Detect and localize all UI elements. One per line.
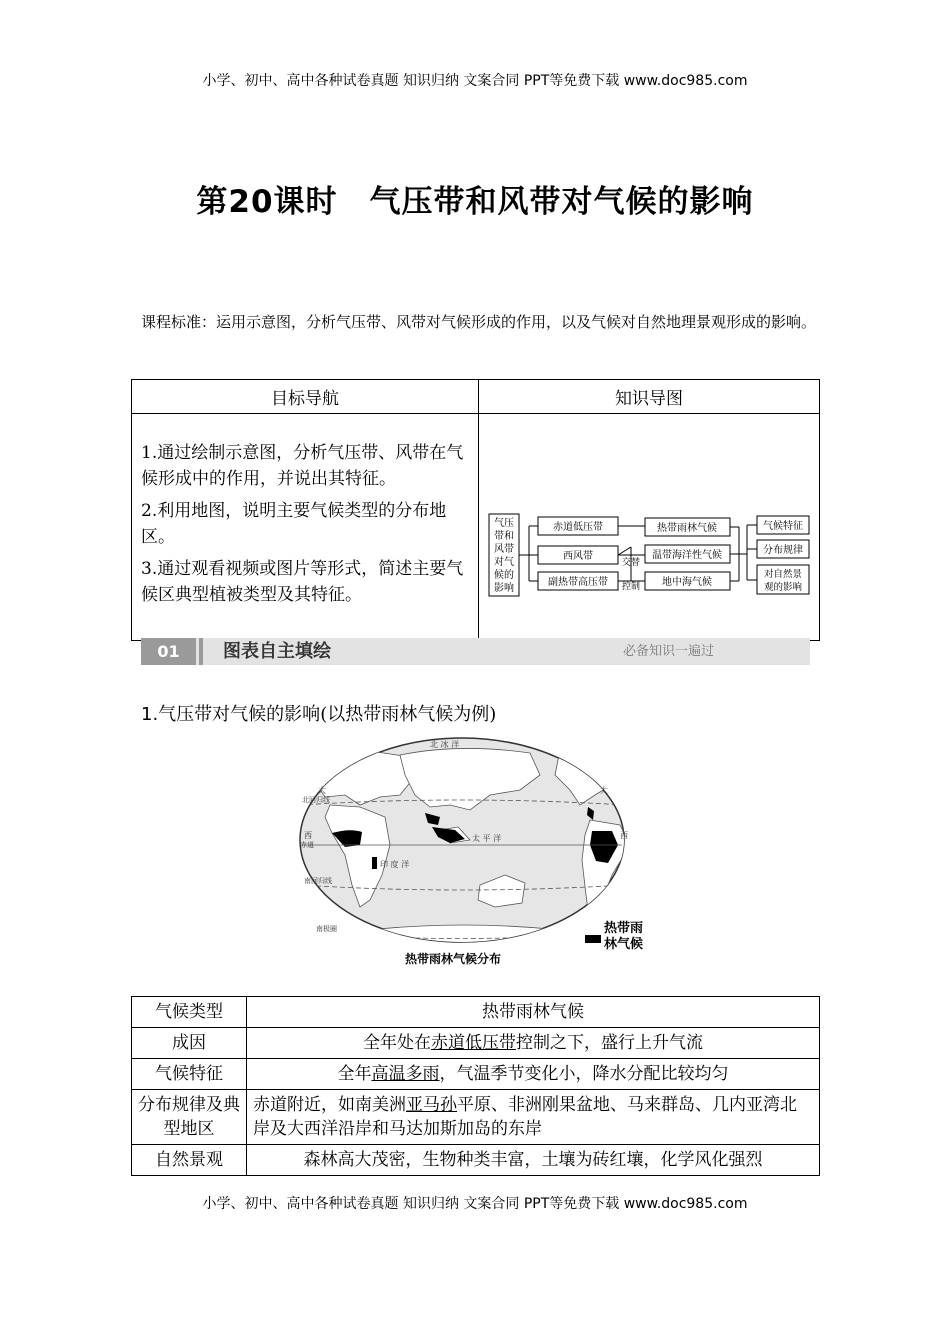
value-text: 控制之下，盛行上升气流 xyxy=(516,1033,703,1053)
climate-table-row xyxy=(132,997,820,1028)
value-text: 全年 xyxy=(337,1064,372,1084)
goal-item: 2.利用地图，说明主要气候类型的分布地区。 xyxy=(141,501,447,547)
rainforest-world-map xyxy=(290,735,660,970)
page-title: 第20课时 气压带和风带对气候的影响 xyxy=(196,184,754,220)
mm-climate: 温带海洋性气候 xyxy=(652,550,722,561)
land-antarctica xyxy=(330,925,600,950)
label-west-left: 西 xyxy=(304,831,312,840)
section-subtitle: 必备知识一遍过 xyxy=(622,644,714,659)
underlined-answer: 亚马孙 xyxy=(406,1095,457,1115)
climate-row-key: 气候类型 xyxy=(132,997,247,1028)
section-number: 01 xyxy=(141,638,196,665)
label-indian-ocean: 印 度 洋 xyxy=(380,860,410,869)
climate-row-key: 气候特征 xyxy=(132,1059,247,1090)
label-west-right: 西 xyxy=(620,831,628,840)
goals-cell xyxy=(132,414,479,641)
overview-table xyxy=(131,379,820,641)
mm-cause: 赤道低压带 xyxy=(553,522,603,533)
map-caption: 热带雨林气候分布 xyxy=(405,952,502,966)
underlined-answer: 赤道低压带 xyxy=(431,1033,516,1053)
mm-cause: 西风带 xyxy=(563,551,593,562)
value-text: 全年处在 xyxy=(363,1033,431,1053)
mm-root-line: 带和 xyxy=(494,531,514,542)
mm-root-line: 候的 xyxy=(494,570,514,581)
mm-alternate: 控制 xyxy=(621,582,641,592)
mm-climate: 地中海气候 xyxy=(662,577,712,588)
section-banner xyxy=(141,638,810,665)
page-footer: 小学、初中、高中各种试卷真题 知识归纳 文案合同 PPT等免费下载 www.doc985.com xyxy=(202,1196,748,1212)
legend-label-line2: 林气候 xyxy=(604,937,644,952)
mm-root-line: 风带 xyxy=(494,544,514,555)
climate-table-row xyxy=(132,1090,820,1145)
legend-label-line1: 热带雨 xyxy=(604,921,644,936)
climate-row-value xyxy=(247,1145,820,1176)
mm-root-line: 对气 xyxy=(494,557,514,568)
mm-cause: 副热带高压带 xyxy=(548,577,608,588)
label-pacific: 太 平 洋 xyxy=(472,834,502,843)
mm-root-line: 影响 xyxy=(494,583,514,594)
mm-root-line: 气压 xyxy=(494,518,514,529)
rainforest-madagascar xyxy=(372,857,377,869)
label-arctic-ocean: 北 冰 洋 xyxy=(430,740,460,749)
value-text: 平原、非洲刚果盆地、马来群岛、几内亚湾北岸及大西洋沿岸和马达加斯加岛的东岸 xyxy=(253,1095,797,1139)
value-text: 热带雨林气候 xyxy=(482,1002,584,1022)
mindmap-cell xyxy=(479,414,820,641)
label-antarctic-circle: 南极圈 xyxy=(316,925,337,933)
legend-swatch xyxy=(585,935,601,943)
mm-aspect: 分布规律 xyxy=(763,545,803,556)
climate-table xyxy=(131,996,820,1176)
label-equator: 赤道 xyxy=(300,841,314,849)
subsection-title: 1.气压带对气候的影响 xyxy=(141,704,321,725)
climate-row-key: 成因 xyxy=(132,1028,247,1059)
climate-table-row xyxy=(132,1145,820,1176)
climate-row-key: 分布规律及典型地区 xyxy=(132,1090,247,1145)
knowledge-mindmap xyxy=(479,414,819,636)
climate-row-value xyxy=(247,1059,820,1090)
climate-table-row xyxy=(132,1059,820,1090)
goals-header: 目标导航 xyxy=(132,380,479,414)
mm-aspect-line: 观的影响 xyxy=(763,582,803,593)
underlined-answer: 高温多雨 xyxy=(371,1064,440,1084)
label-atlantic-north: 大 xyxy=(318,786,326,795)
climate-row-key: 自然景观 xyxy=(132,1145,247,1176)
curriculum-standard: 课程标准：运用示意图，分析气压带、风带对气候形成的作用，以及气候对自然地理景观形成的影响。 xyxy=(141,313,817,331)
section-divider xyxy=(199,638,203,665)
label-tropic-south: 南回归线 xyxy=(304,877,332,885)
value-text: 赤道附近，如南美洲 xyxy=(253,1095,406,1115)
mm-aspect: 气候特征 xyxy=(763,521,803,532)
climate-table-row xyxy=(132,1028,820,1059)
mm-aspect-line: 对自然景 xyxy=(763,569,803,580)
page-header: 小学、初中、高中各种试卷真题 知识归纳 文案合同 PPT等免费下载 www.doc985.com xyxy=(202,73,748,89)
subsection-note: (以热带雨林气候为例) xyxy=(320,704,497,725)
mm-alternate: 交替 xyxy=(621,558,641,568)
value-text: 森林高大茂密，生物种类丰富，土壤为砖红壤，化学风化强烈 xyxy=(303,1150,763,1170)
label-tropic-north: 北回归线 xyxy=(302,796,330,804)
mm-climate: 热带雨林气候 xyxy=(657,523,717,534)
section-title: 图表自主填绘 xyxy=(223,641,331,662)
climate-row-value xyxy=(247,1028,820,1059)
goal-item: 3.通过观看视频或图片等形式，简述主要气候区典型植被类型及其特征。 xyxy=(141,559,464,605)
value-text: ，气温季节变化小，降水分配比较均匀 xyxy=(439,1064,729,1084)
subsection-heading xyxy=(141,700,496,726)
climate-row-value xyxy=(247,997,820,1028)
goal-item: 1.通过绘制示意图，分析气压带、风带在气候形成中的作用，并说出其特征。 xyxy=(141,443,464,489)
label-pacific-east: 大 xyxy=(600,786,608,795)
climate-row-value xyxy=(247,1090,820,1145)
mindmap-header: 知识导图 xyxy=(479,380,820,414)
